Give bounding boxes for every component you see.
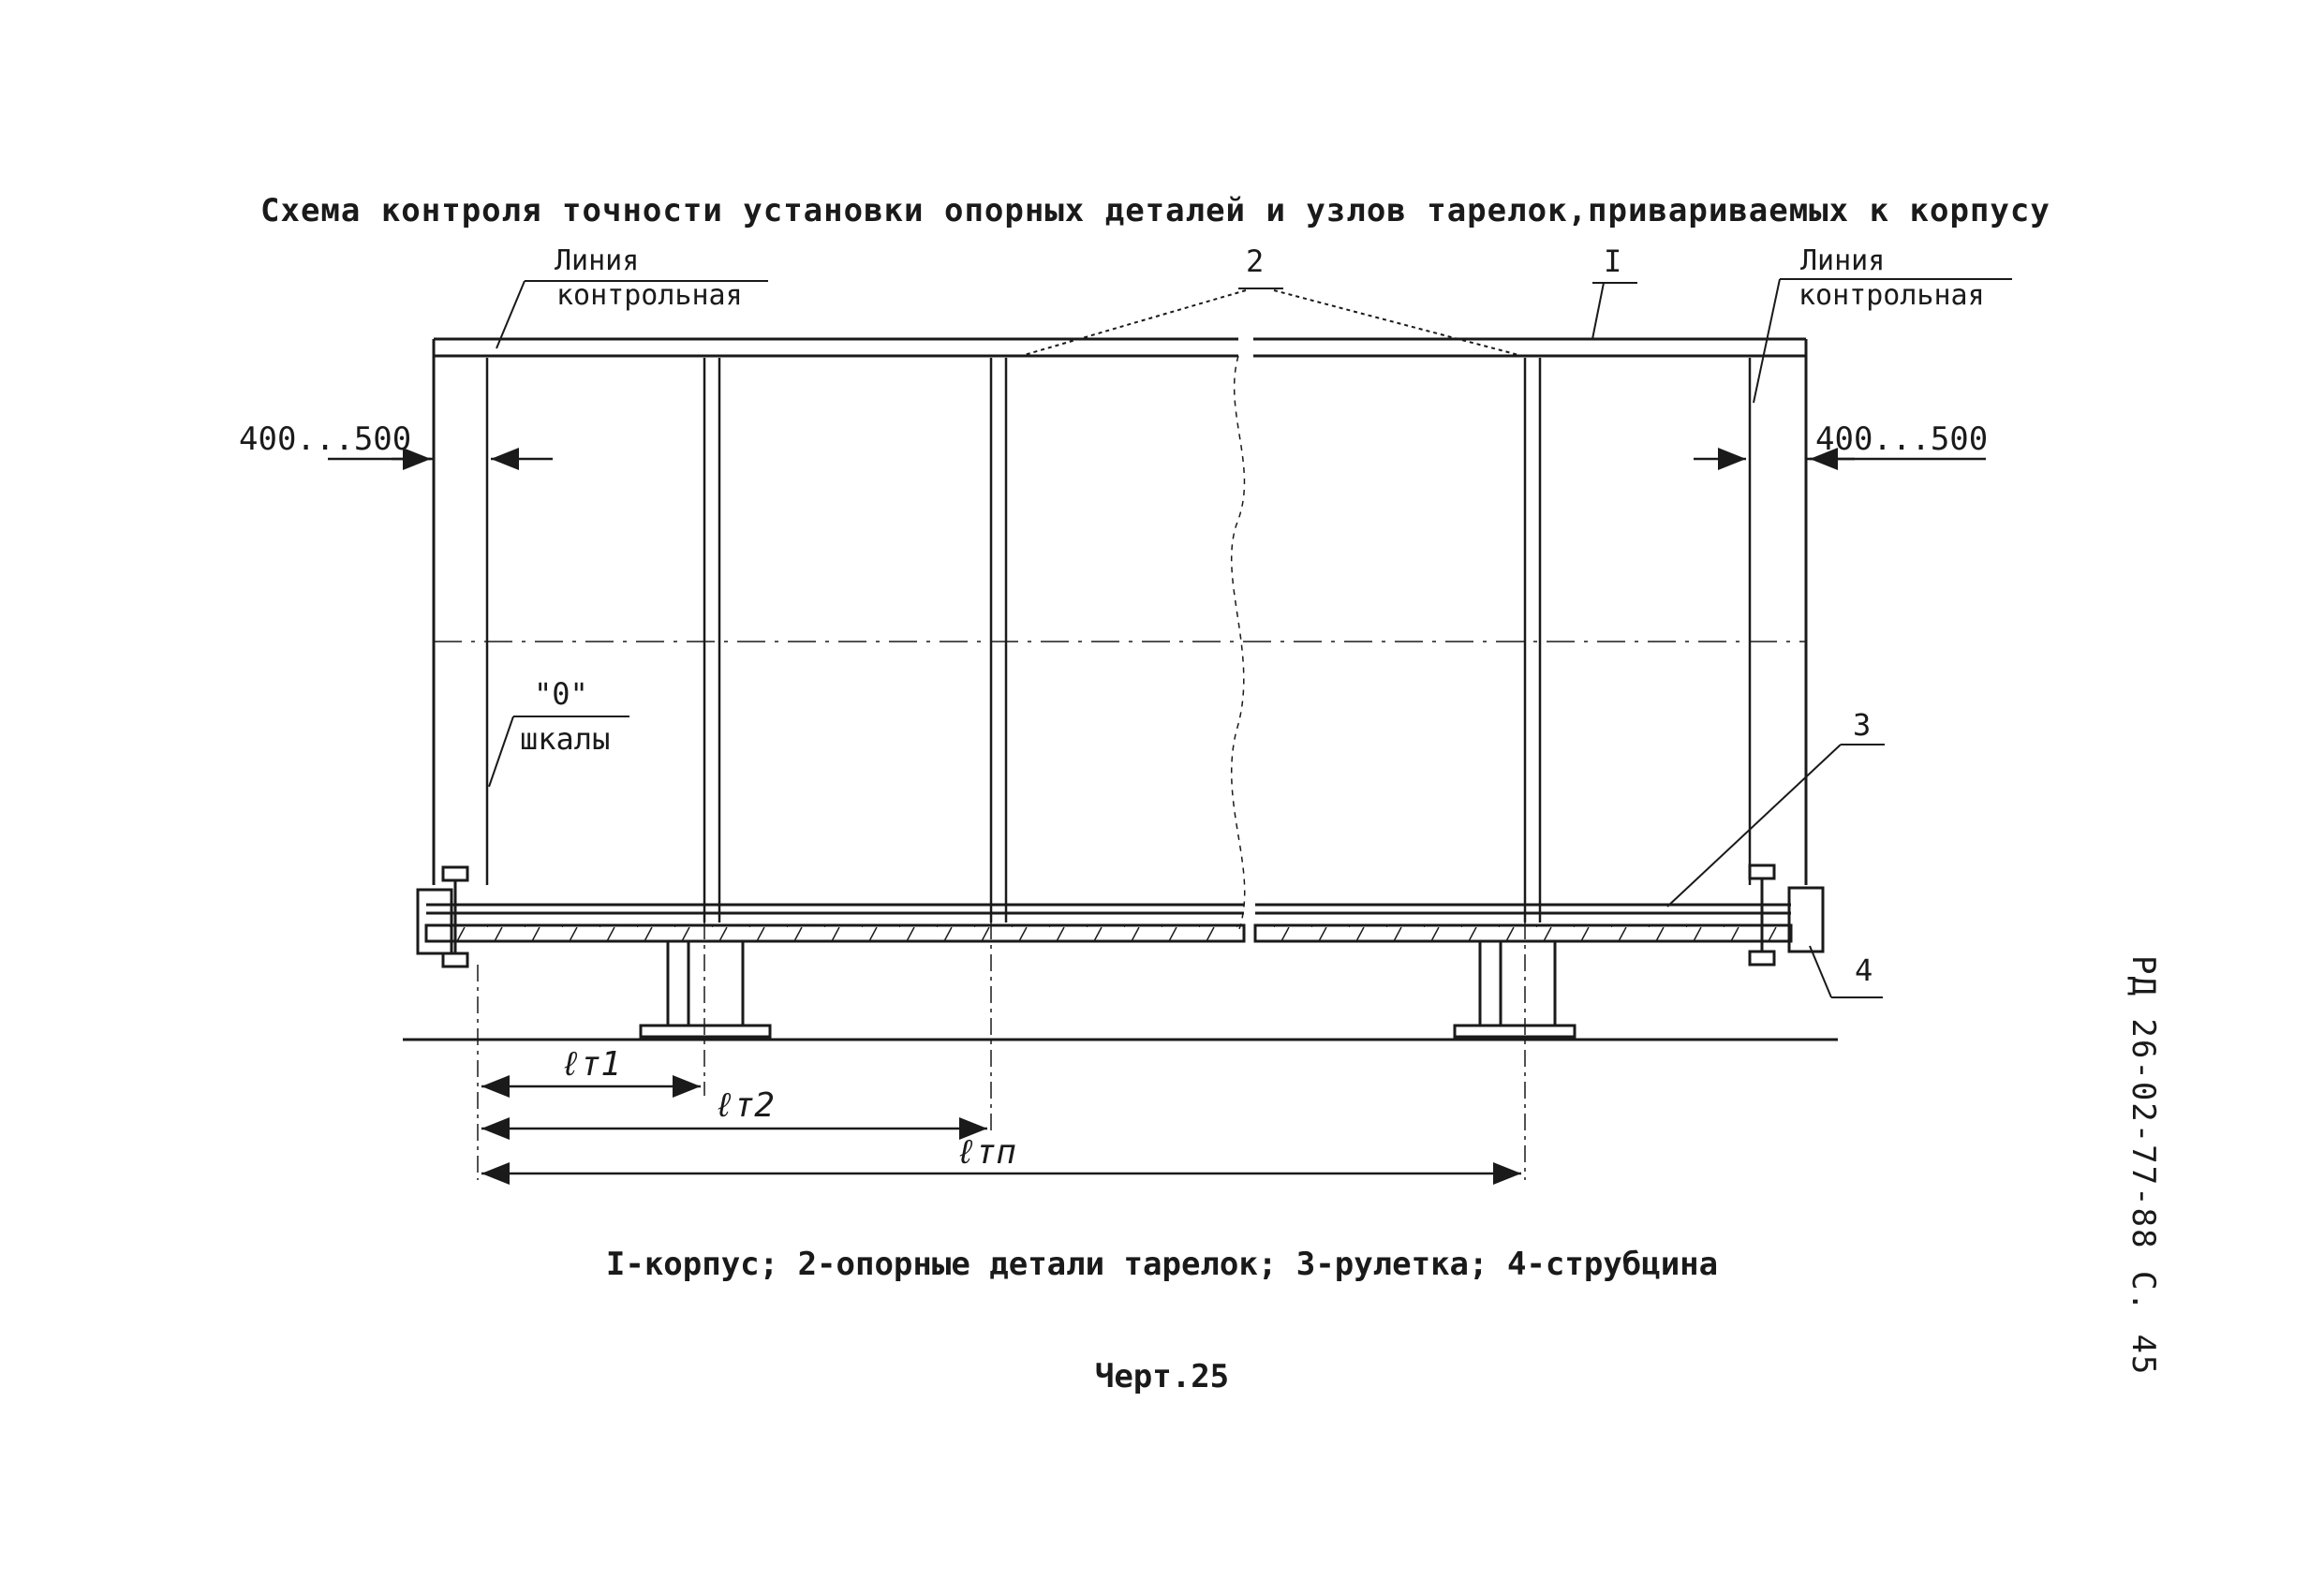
support-leg-left <box>641 941 770 1037</box>
figure-number: Черт.25 <box>1094 1358 1230 1395</box>
dimension-lt1-label: ℓт1 <box>560 1045 621 1084</box>
clamp-left <box>418 867 467 967</box>
callout-2-label: 2 <box>1246 244 1265 279</box>
tray-support-3 <box>1525 358 1540 922</box>
control-line-left-label-1: Линия <box>555 244 640 277</box>
support-leg-right <box>1455 941 1575 1037</box>
break-line <box>1232 356 1245 932</box>
callout-3-label: 3 <box>1853 707 1872 743</box>
zero-scale-label-1: "0" <box>534 676 588 712</box>
tray-support-2 <box>991 358 1006 922</box>
callout-3-leader <box>1667 745 1885 907</box>
callout-1-label: I <box>1604 244 1622 279</box>
control-line-right-label-2: контрольная <box>1799 279 1985 312</box>
vessel-top-plate <box>434 339 1806 356</box>
drawing-title: Схема контроля точности установки опорных деталей и узлов тарелок,привариваемых к корпусу <box>260 192 2050 229</box>
control-line-left-label-2: контрольная <box>556 279 743 312</box>
callout-2-leader <box>1021 288 1522 356</box>
bottom-rail <box>426 925 1791 941</box>
callout-4-label: 4 <box>1855 952 1873 988</box>
callout-1-leader <box>1592 283 1637 339</box>
dimension-lt2-label: ℓт2 <box>714 1086 775 1125</box>
control-line-right-label-1: Линия <box>1800 244 1886 277</box>
dimension-right-label: 400...500 <box>1815 421 1989 458</box>
legend: I-корпус; 2-опорные детали тарелок; 3-рулетка; 4-струбцина <box>605 1246 1719 1283</box>
tray-support-1 <box>704 358 719 922</box>
dimension-left-label: 400...500 <box>239 421 412 458</box>
dimension-ltn-label: ℓтп <box>955 1133 1016 1172</box>
zero-scale-label-2: шкалы <box>520 721 611 757</box>
tape-measure <box>426 905 1791 913</box>
document-code: РД 26-02-77-88 С. 45 <box>2124 955 2162 1377</box>
